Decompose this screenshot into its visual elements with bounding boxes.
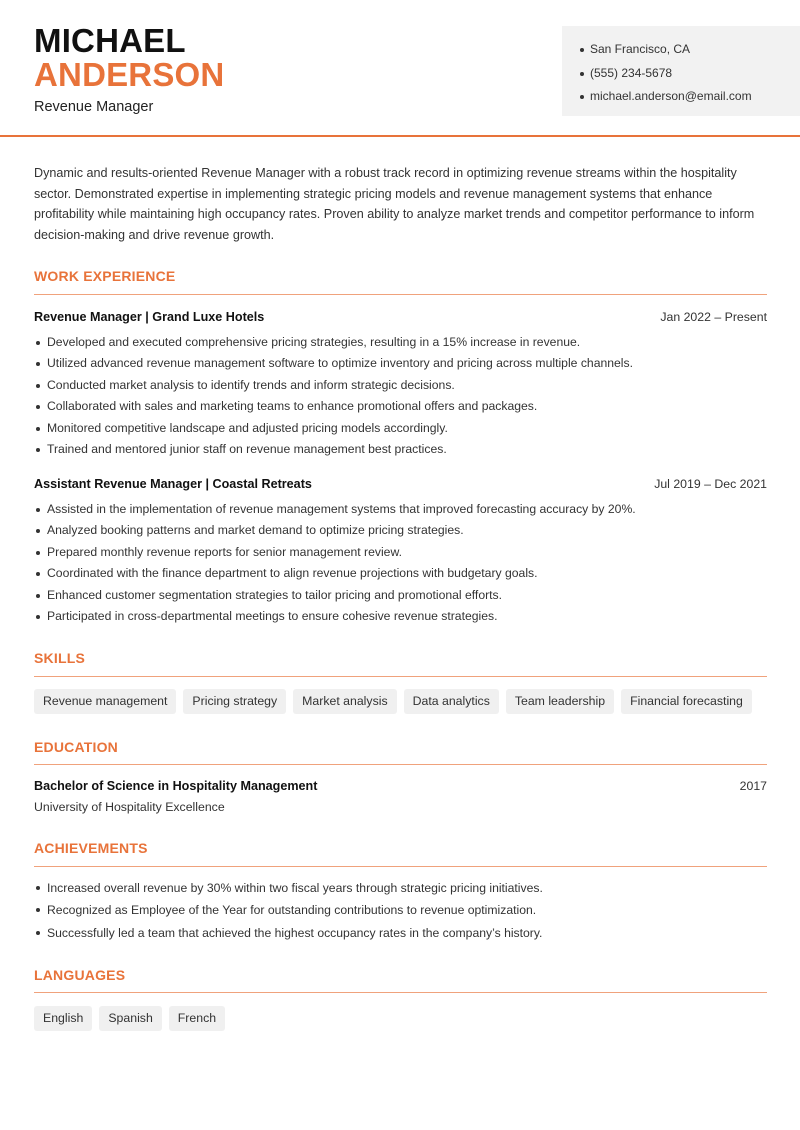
list-item: Trained and mentored junior staff on revenue management best practices.	[34, 439, 768, 460]
graduation-year: 2017	[739, 779, 767, 793]
skill-tag: Revenue management	[34, 689, 176, 714]
language-tag: Spanish	[99, 1006, 161, 1031]
contact-phone: (555) 234-5678	[580, 62, 800, 86]
section-divider	[34, 676, 767, 677]
job-title-1: Revenue Manager | Grand Luxe Hotels	[34, 310, 265, 324]
list-item: Utilized advanced revenue management software to optimize inventory and pricing across multiple channels.	[34, 353, 768, 374]
education-heading: EDUCATION	[34, 739, 118, 755]
skill-tag: Financial forecasting	[621, 689, 752, 714]
list-item: Developed and executed comprehensive pricing strategies, resulting in a 15% increase in revenue.	[34, 332, 768, 353]
skills-tags	[34, 689, 752, 714]
list-item: Analyzed booking patterns and market demand to optimize pricing strategies.	[34, 520, 768, 541]
list-item: Recognized as Employee of the Year for outstanding contributions to revenue optimization.	[34, 899, 768, 921]
list-item: Monitored competitive landscape and adjusted pricing models accordingly.	[34, 418, 768, 439]
list-item: Enhanced customer segmentation strategies to tailor pricing and promotional efforts.	[34, 585, 768, 606]
achievements-list	[34, 877, 768, 944]
list-item: Increased overall revenue by 30% within two fiscal years through strategic pricing initiatives.	[34, 877, 768, 899]
language-tags	[34, 1006, 225, 1031]
summary-paragraph: Dynamic and results-oriented Revenue Manager with a robust track record in optimizing revenue streams within the hospitality sector. Demonstrated expertise in implementing strategic pricing models and revenue management systems that enhance profitability while maintaining high occupancy rates. Proven ability to analyze market trends and competitor performance to inform decision-making and drive revenue growth.	[34, 166, 755, 243]
list-item: Assisted in the implementation of revenue management systems that improved forecasting accuracy by 20%.	[34, 499, 768, 520]
skill-tag: Data analytics	[404, 689, 499, 714]
contact-location: San Francisco, CA	[580, 38, 800, 62]
resume-header	[0, 0, 800, 137]
skill-tag: Pricing strategy	[183, 689, 286, 714]
degree-title: Bachelor of Science in Hospitality Management	[34, 779, 318, 793]
language-tag: English	[34, 1006, 92, 1031]
language-tag: French	[169, 1006, 225, 1031]
list-item: Collaborated with sales and marketing teams to enhance promotional offers and packages.	[34, 396, 768, 417]
work-experience-heading: WORK EXPERIENCE	[34, 268, 176, 284]
contact-email[interactable]: michael.anderson@email.com	[580, 85, 800, 109]
job-title: Revenue Manager	[34, 99, 154, 115]
list-item: Coordinated with the finance department to align revenue projections with budgetary goals.	[34, 563, 768, 584]
job-dates-2: Jul 2019 – Dec 2021	[654, 477, 767, 491]
list-item: Participated in cross-departmental meetings to ensure cohesive revenue strategies.	[34, 606, 768, 627]
list-item: Successfully led a team that achieved the highest occupancy rates in the company’s history.	[34, 922, 768, 944]
job-dates-1: Jan 2022 – Present	[660, 310, 767, 324]
section-divider	[34, 992, 767, 993]
contact-box	[562, 26, 800, 116]
school-name: University of Hospitality Excellence	[34, 800, 225, 814]
skills-heading: SKILLS	[34, 650, 85, 666]
list-item: Prepared monthly revenue reports for senior management review.	[34, 542, 768, 563]
last-name: ANDERSON	[34, 56, 225, 93]
job-bullets-2	[34, 499, 768, 627]
section-divider	[34, 764, 767, 765]
job-bullets-1	[34, 332, 768, 460]
job-title-2: Assistant Revenue Manager | Coastal Retreats	[34, 477, 312, 491]
section-divider	[34, 294, 767, 295]
skill-tag: Team leadership	[506, 689, 614, 714]
achievements-heading: ACHIEVEMENTS	[34, 840, 148, 856]
first-name: MICHAEL	[34, 22, 186, 59]
list-item: Conducted market analysis to identify trends and inform strategic decisions.	[34, 375, 768, 396]
section-divider	[34, 866, 767, 867]
languages-heading: LANGUAGES	[34, 967, 126, 983]
skill-tag: Market analysis	[293, 689, 396, 714]
